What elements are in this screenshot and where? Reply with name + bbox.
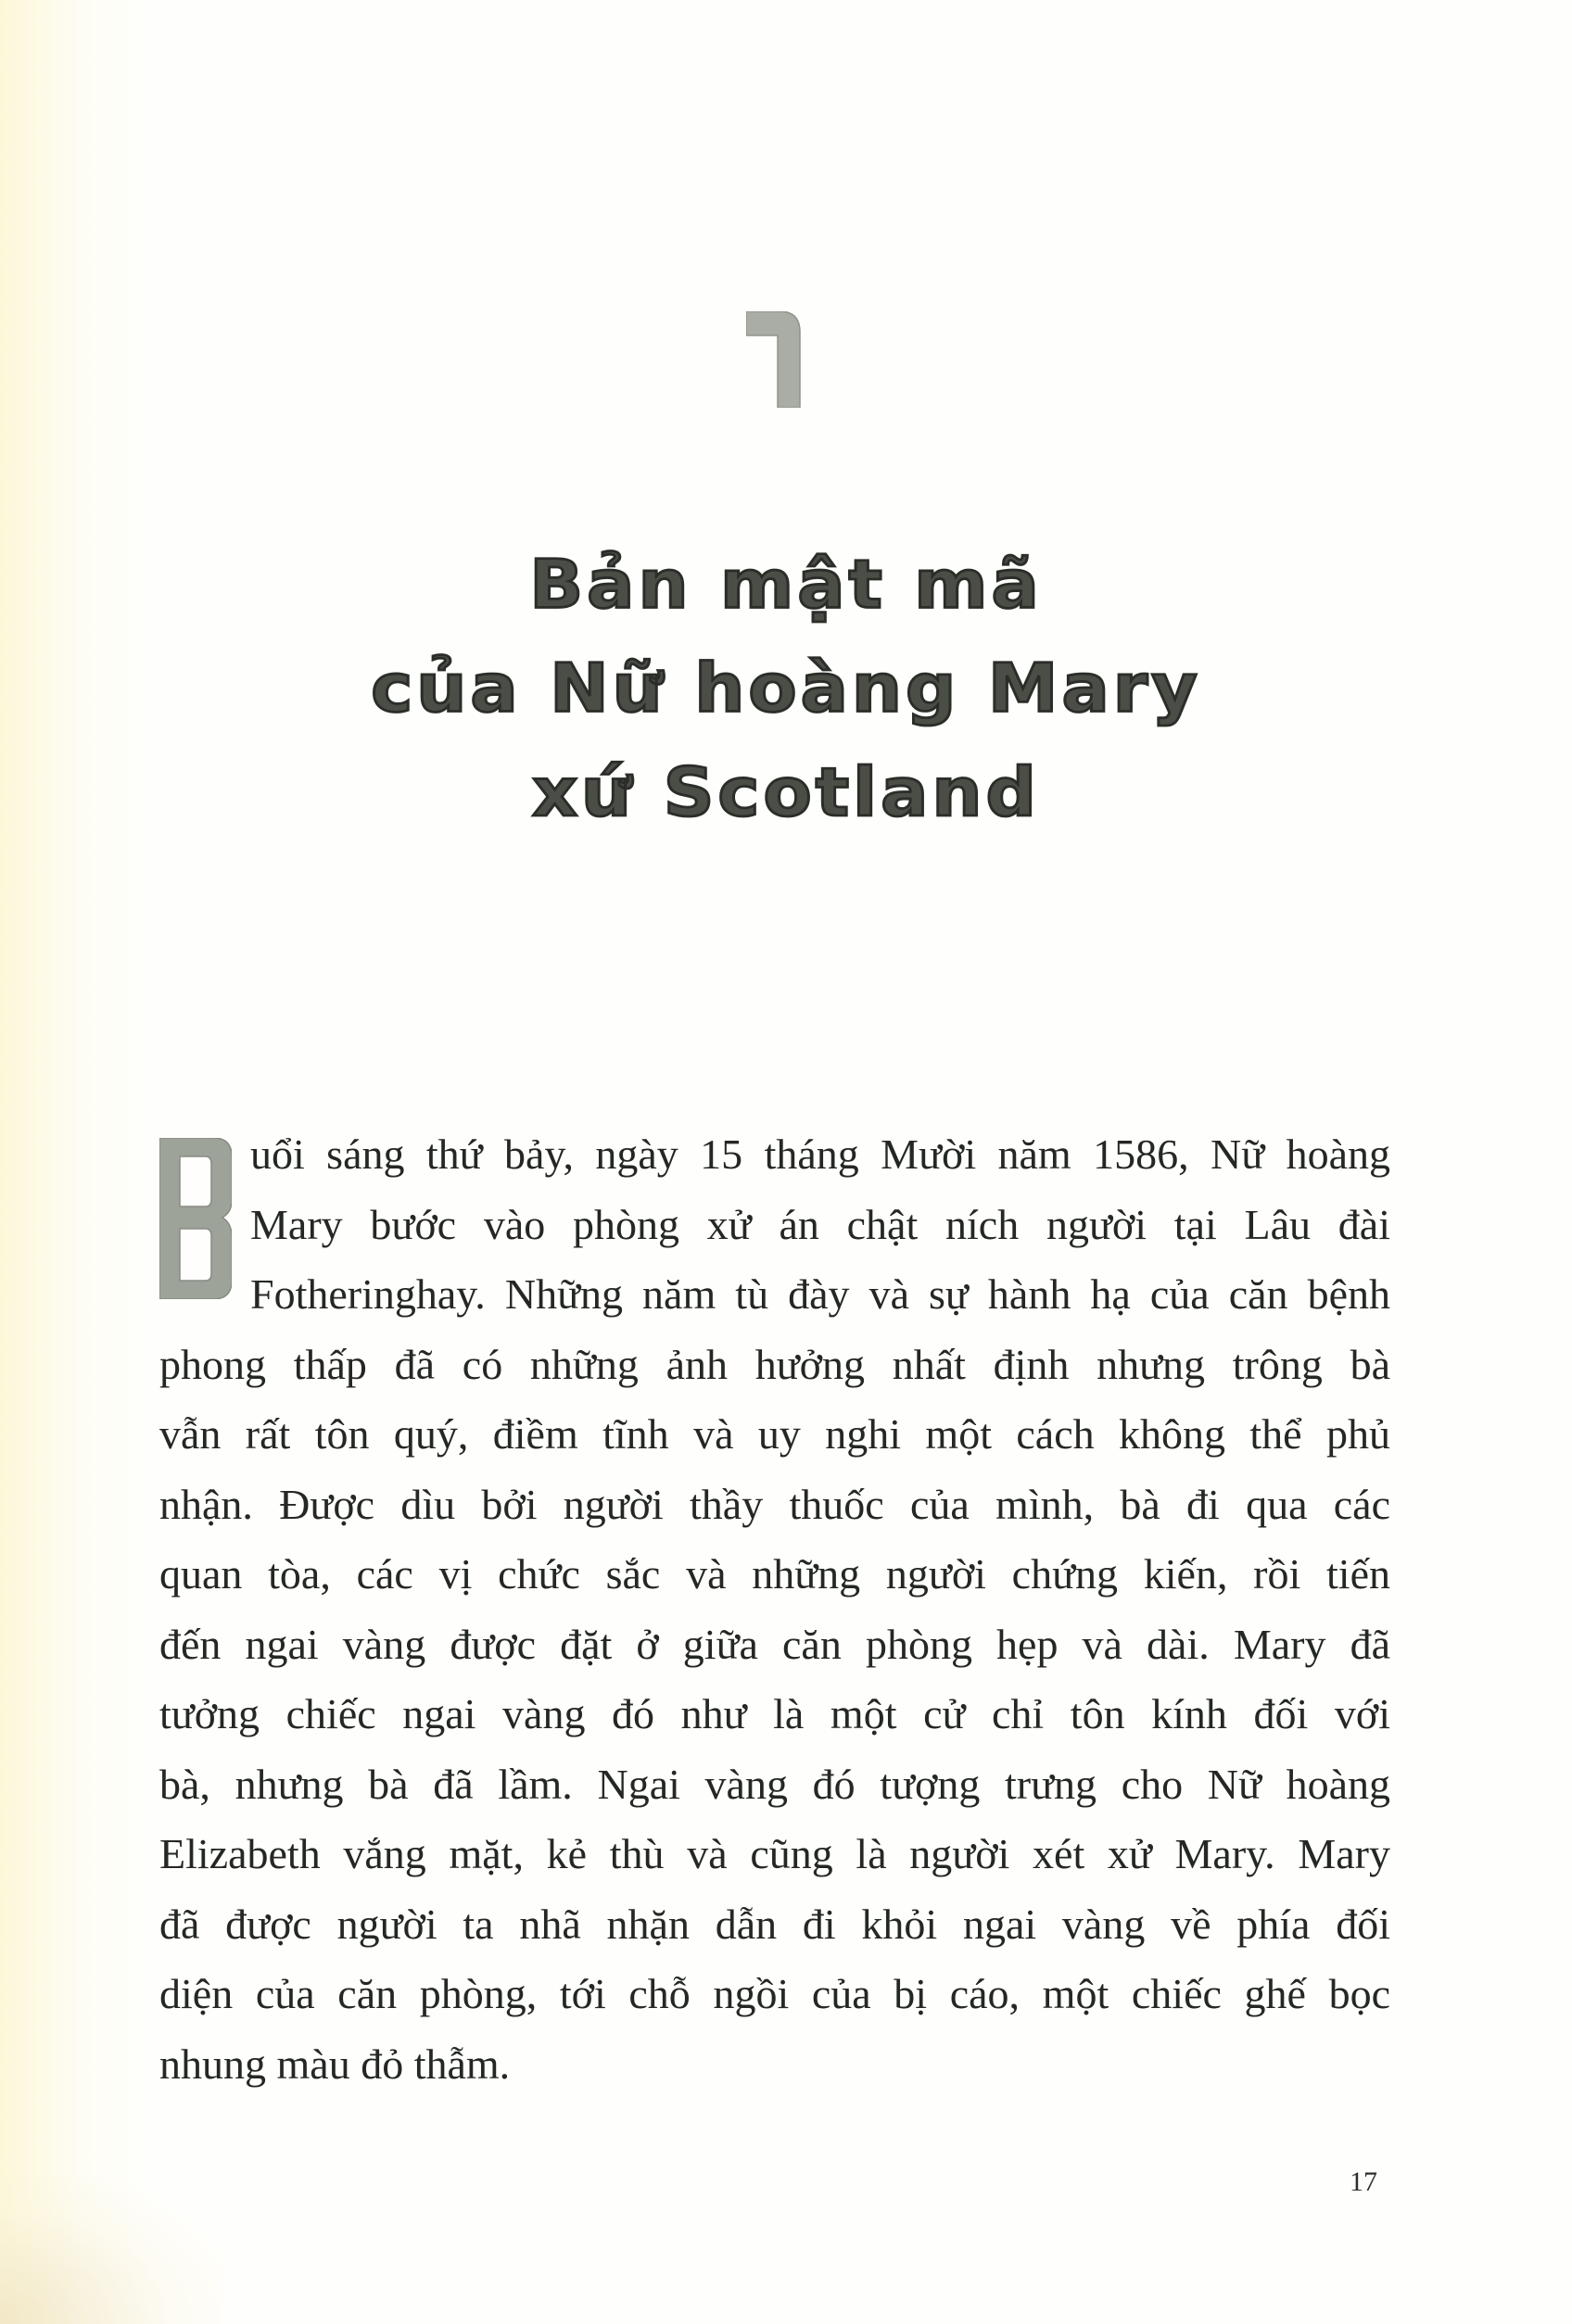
chapter-title [0, 533, 1572, 844]
body-line: bà, nhưng bà đã lầm. Ngai vàng đó tượng trưng cho Nữ hoàng [159, 1760, 1390, 1808]
body-paragraph [159, 1119, 1390, 2099]
chapter-title-line: Bản mật mã [529, 545, 1043, 624]
body-line: vẫn rất tôn quý, điềm tĩnh và uy nghi một cách không thể phủ [159, 1410, 1390, 1458]
body-line: uổi sáng thứ bảy, ngày 15 tháng Mười năm 1586, Nữ hoàng [250, 1130, 1390, 1178]
body-line: diện của căn phòng, tới chỗ ngồi của bị cáo, một chiếc ghế bọc [159, 1970, 1390, 2017]
page-number: 17 [1350, 2166, 1377, 2197]
body-line: đã được người ta nhã nhặn dẫn đi khỏi ngai vàng về phía đối [159, 1900, 1390, 1948]
body-line: tưởng chiếc ngai vàng đó như là một cử chỉ tôn kính đối với [159, 1690, 1390, 1737]
body-line: nhung màu đỏ thẫm. [159, 2040, 511, 2088]
paper-corner-shading [0, 2176, 222, 2324]
chapter-title-line: xứ Scotland [532, 752, 1040, 831]
body-line: Fotheringhay. Những năm tù đày và sự hành hạ của căn bệnh [250, 1270, 1390, 1318]
chapter-title-line: của Nữ hoàng Mary [371, 649, 1201, 727]
body-line: nhận. Được dìu bởi người thầy thuốc của mình, bà đi qua các [159, 1480, 1390, 1528]
body-line: phong thấp đã có những ảnh hưởng nhất định nhưng trông bà [159, 1340, 1390, 1388]
chapter-number-glyph [746, 311, 802, 408]
body-line: đến ngai vàng được đặt ở giữa căn phòng hẹp và dài. Mary đã [159, 1620, 1390, 1668]
body-line: quan tòa, các vị chức sắc và những người chứng kiến, rồi tiến [159, 1550, 1390, 1598]
body-line: Mary bước vào phòng xử án chật ních người tại Lâu đài [250, 1200, 1390, 1248]
body-line: Elizabeth vắng mặt, kẻ thù và cũng là người xét xử Mary. Mary [159, 1830, 1390, 1877]
paper-edge-shading [0, 0, 148, 2324]
